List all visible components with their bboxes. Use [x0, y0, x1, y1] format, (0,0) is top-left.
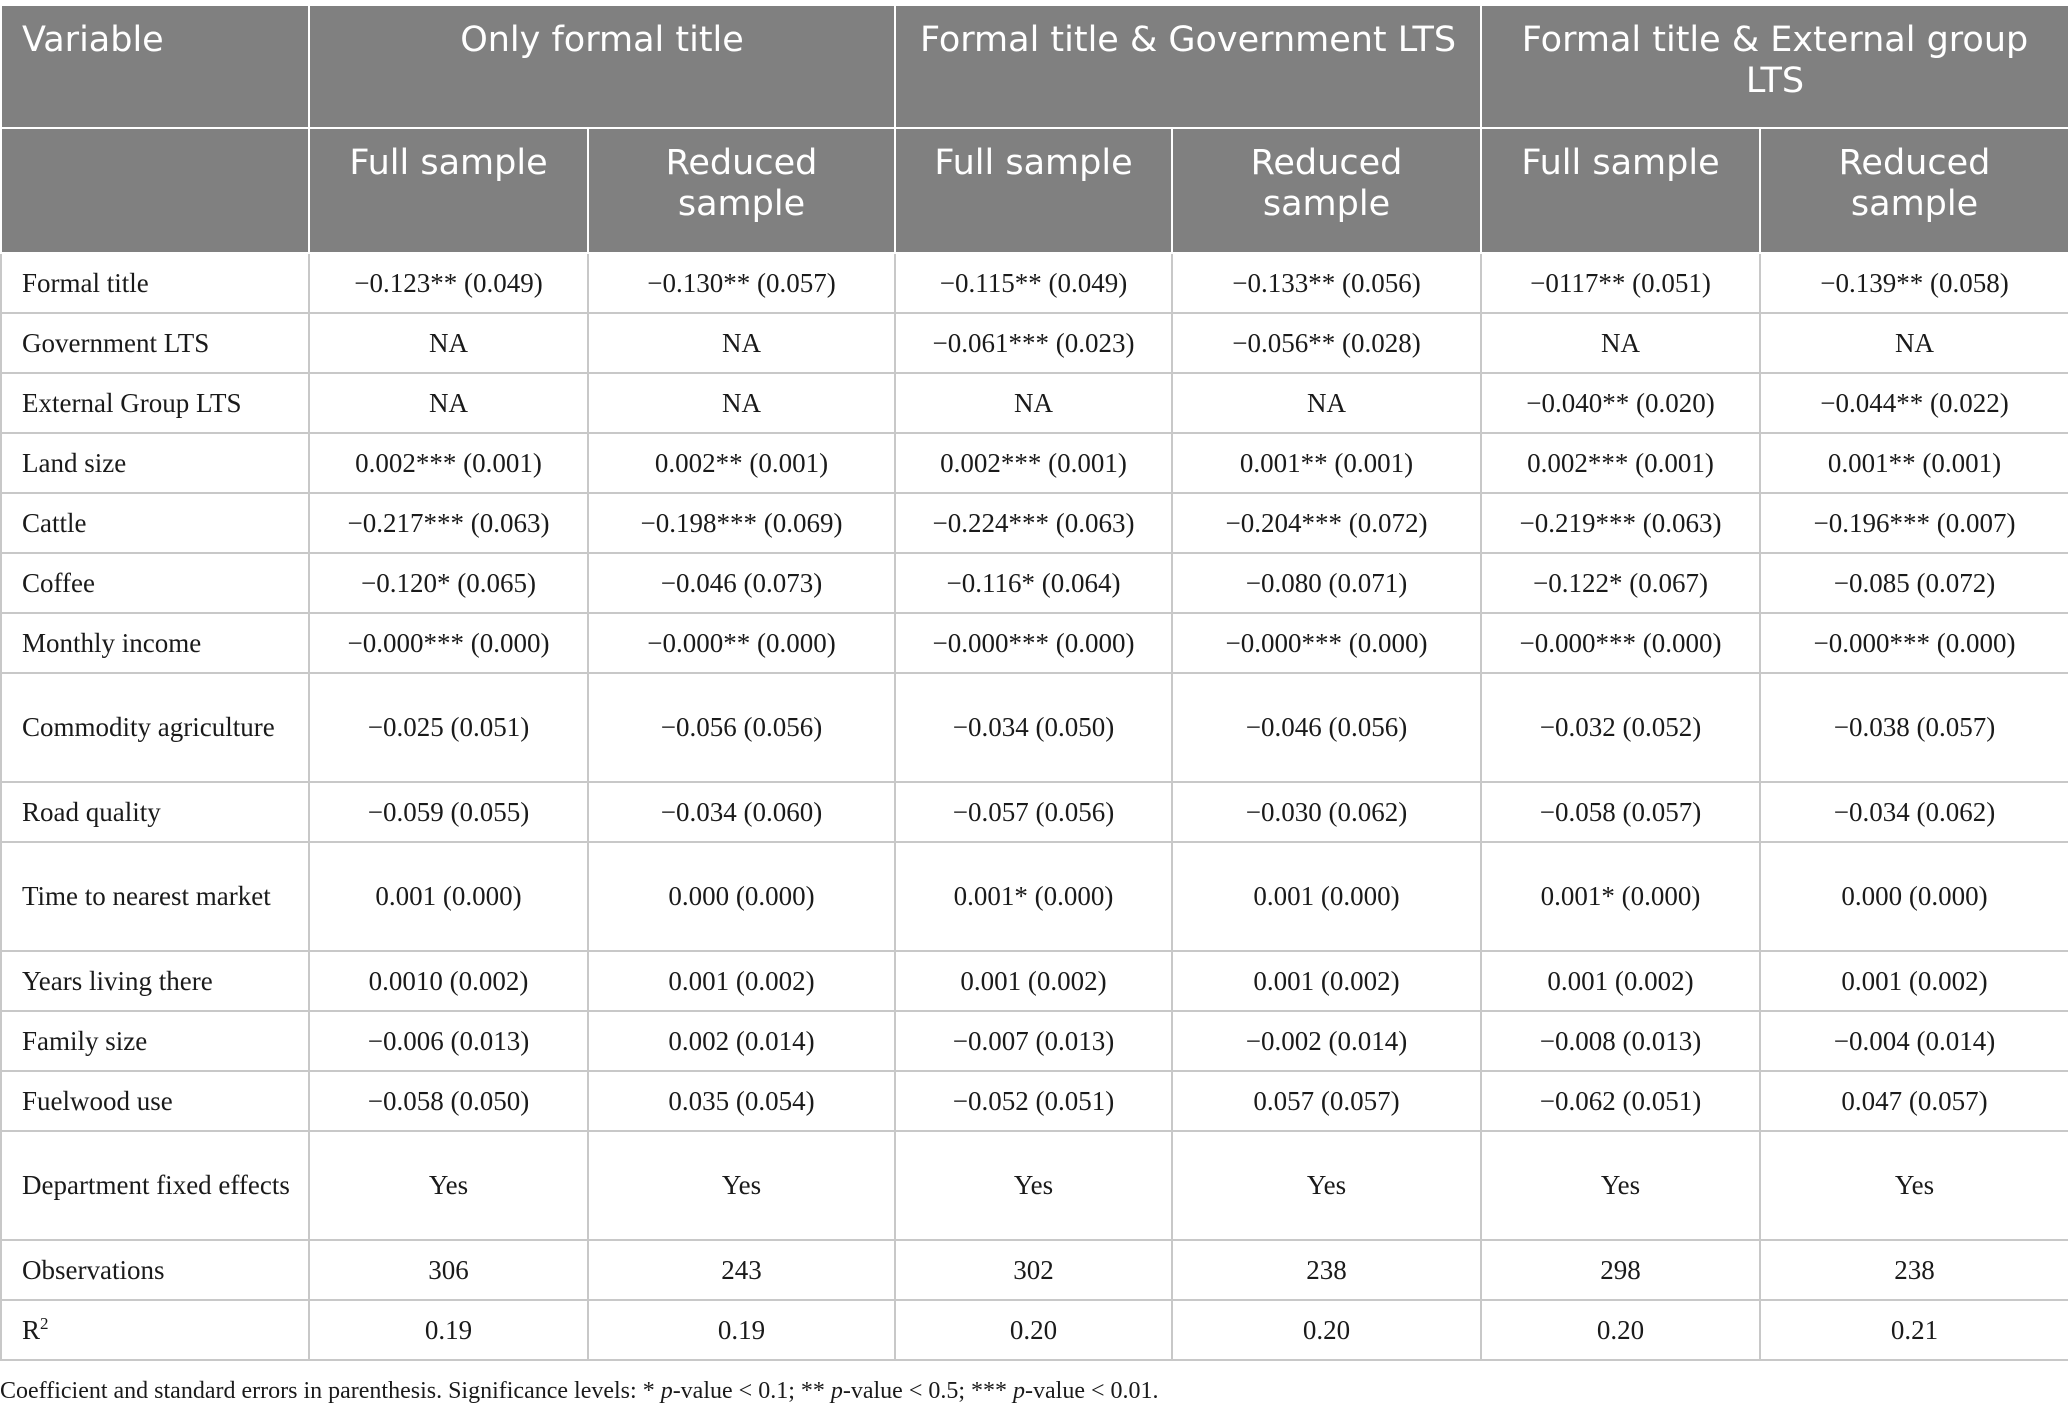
footnote-level-3: -value < 0.01. [1025, 1378, 1159, 1404]
table-cell: 0.001** (0.001) [1760, 433, 2068, 493]
table-cell: −0.115** (0.049) [895, 253, 1172, 313]
table-cell: 243 [588, 1240, 895, 1300]
row-label: Monthly income [1, 613, 309, 673]
row-label: Road quality [1, 782, 309, 842]
table-row [1, 1240, 2068, 1300]
table-cell: 298 [1481, 1240, 1760, 1300]
table-cell: −0.056** (0.028) [1172, 313, 1481, 373]
row-label: Observations [1, 1240, 309, 1300]
table-cell: −0.000** (0.000) [588, 613, 895, 673]
table-cell: NA [309, 313, 588, 373]
table-cell: −0.052 (0.051) [895, 1071, 1172, 1131]
table-cell: 0.057 (0.057) [1172, 1071, 1481, 1131]
footnote-p: p [660, 1378, 673, 1404]
header-sub-full-sample: Full sample [309, 128, 588, 253]
table-cell: −0.058 (0.050) [309, 1071, 588, 1131]
table-cell: 0.001 (0.002) [588, 951, 895, 1011]
table-cell: 0.001* (0.000) [895, 842, 1172, 951]
regression-table [0, 4, 2068, 1361]
table-cell: Yes [1760, 1131, 2068, 1240]
table-cell: 0.21 [1760, 1300, 2068, 1360]
r-squared-base: R [22, 1314, 41, 1345]
table-cell: −0.080 (0.071) [1172, 553, 1481, 613]
footnote-intro: Coefficient and standard errors in parenthesis. Significance levels: [0, 1378, 643, 1404]
table-cell: 0.001* (0.000) [1481, 842, 1760, 951]
table-cell: −0.000*** (0.000) [1172, 613, 1481, 673]
table-cell: Yes [309, 1131, 588, 1240]
table-cell: −0.061*** (0.023) [895, 313, 1172, 373]
table-cell: −0.198*** (0.069) [588, 493, 895, 553]
table-row [1, 1011, 2068, 1071]
table-row [1, 553, 2068, 613]
header-group-formal-title-government-lts: Formal title & Government LTS [895, 5, 1481, 128]
table-cell: 0.002** (0.001) [588, 433, 895, 493]
row-label: External Group LTS [1, 373, 309, 433]
footnote-level-1: -value < 0.1; [672, 1378, 801, 1404]
table-cell: 0.000 (0.000) [1760, 842, 2068, 951]
row-label: Land size [1, 433, 309, 493]
table-cell: −0.044** (0.022) [1760, 373, 2068, 433]
table-cell: Yes [1172, 1131, 1481, 1240]
table-cell: NA [1481, 313, 1760, 373]
table-cell: Yes [588, 1131, 895, 1240]
table-cell: −0.006 (0.013) [309, 1011, 588, 1071]
table-cell: −0.034 (0.062) [1760, 782, 2068, 842]
footnote-stars-1: * [642, 1378, 661, 1404]
footnote-level-2: -value < 0.5; [842, 1378, 972, 1404]
table-cell: −0.002 (0.014) [1172, 1011, 1481, 1071]
table-cell: −0.034 (0.060) [588, 782, 895, 842]
table-cell: −0.038 (0.057) [1760, 673, 2068, 782]
table-cell: 0.0010 (0.002) [309, 951, 588, 1011]
table-row [1, 613, 2068, 673]
table-cell: NA [895, 373, 1172, 433]
table-cell: 0.002*** (0.001) [1481, 433, 1760, 493]
table-row [1, 313, 2068, 373]
table-row [1, 1131, 2068, 1240]
header-sub-row [1, 128, 2068, 253]
table-row [1, 1300, 2068, 1360]
table-cell: −0.000*** (0.000) [895, 613, 1172, 673]
table-cell: NA [309, 373, 588, 433]
table-cell: 0.001 (0.000) [309, 842, 588, 951]
table-row [1, 1071, 2068, 1131]
header-group-only-formal-title: Only formal title [309, 5, 895, 128]
table-cell: 0.19 [588, 1300, 895, 1360]
table-cell: −0.000*** (0.000) [1760, 613, 2068, 673]
row-label: Government LTS [1, 313, 309, 373]
table-cell: −0.122* (0.067) [1481, 553, 1760, 613]
row-label: Time to nearest market [1, 842, 309, 951]
table-cell: Yes [1481, 1131, 1760, 1240]
table-row [1, 433, 2068, 493]
table-cell: −0.034 (0.050) [895, 673, 1172, 782]
table-cell: −0.120* (0.065) [309, 553, 588, 613]
header-sub-full-sample: Full sample [895, 128, 1172, 253]
table-cell: −0.217*** (0.063) [309, 493, 588, 553]
table-cell: −0.046 (0.056) [1172, 673, 1481, 782]
table-cell: 0.047 (0.057) [1760, 1071, 2068, 1131]
header-sub-full-sample: Full sample [1481, 128, 1760, 253]
table-cell: 302 [895, 1240, 1172, 1300]
table-cell: −0.204*** (0.072) [1172, 493, 1481, 553]
row-label: Department fixed effects [1, 1131, 309, 1240]
table-cell: −0117** (0.051) [1481, 253, 1760, 313]
table-row [1, 493, 2068, 553]
table-row [1, 253, 2068, 313]
table-row [1, 782, 2068, 842]
table-cell: −0.059 (0.055) [309, 782, 588, 842]
table-cell: −0.004 (0.014) [1760, 1011, 2068, 1071]
table-row [1, 951, 2068, 1011]
table-cell: 0.000 (0.000) [588, 842, 895, 951]
table-cell: −0.224*** (0.063) [895, 493, 1172, 553]
table-cell: NA [1760, 313, 2068, 373]
table-row [1, 673, 2068, 782]
header-sub-reduced-sample: Reduced sample [1760, 128, 2068, 253]
table-cell: −0.056 (0.056) [588, 673, 895, 782]
table-cell: −0.032 (0.052) [1481, 673, 1760, 782]
header-group-formal-title-external-group-lts: Formal title & External group LTS [1481, 5, 2068, 128]
header-sub-blank [1, 128, 309, 253]
header-sub-reduced-sample: Reduced sample [1172, 128, 1481, 253]
table-cell: NA [588, 313, 895, 373]
table-cell: −0.085 (0.072) [1760, 553, 2068, 613]
table-cell: 0.20 [895, 1300, 1172, 1360]
table-cell: −0.058 (0.057) [1481, 782, 1760, 842]
table-cell: −0.116* (0.064) [895, 553, 1172, 613]
footnote-stars-2: ** [800, 1378, 831, 1404]
row-label: Formal title [1, 253, 309, 313]
table-cell: 0.001** (0.001) [1172, 433, 1481, 493]
table-cell: 0.002*** (0.001) [895, 433, 1172, 493]
table-cell: 0.001 (0.002) [1760, 951, 2068, 1011]
footnote-p: p [830, 1378, 843, 1404]
table-cell: 0.035 (0.054) [588, 1071, 895, 1131]
header-group-row [1, 5, 2068, 128]
table-row [1, 842, 2068, 951]
table-cell: −0.057 (0.056) [895, 782, 1172, 842]
row-label: Fuelwood use [1, 1071, 309, 1131]
r-squared-superscript: 2 [40, 1313, 49, 1333]
row-label: Years living there [1, 951, 309, 1011]
table-cell: 0.001 (0.002) [1172, 951, 1481, 1011]
table-cell: −0.000*** (0.000) [309, 613, 588, 673]
table-cell: −0.062 (0.051) [1481, 1071, 1760, 1131]
table-cell: 306 [309, 1240, 588, 1300]
table-cell: 0.001 (0.000) [1172, 842, 1481, 951]
table-cell: 238 [1760, 1240, 2068, 1300]
table-cell: 0.002 (0.014) [588, 1011, 895, 1071]
table-cell: −0.196*** (0.007) [1760, 493, 2068, 553]
footnote-stars-3: *** [971, 1378, 1014, 1404]
footnote-p: p [1013, 1378, 1026, 1404]
table-cell: −0.123** (0.049) [309, 253, 588, 313]
table-cell: −0.139** (0.058) [1760, 253, 2068, 313]
table-cell: −0.030 (0.062) [1172, 782, 1481, 842]
table-cell: −0.040** (0.020) [1481, 373, 1760, 433]
table-cell: −0.007 (0.013) [895, 1011, 1172, 1071]
table-cell: Yes [895, 1131, 1172, 1240]
table-cell: −0.219*** (0.063) [1481, 493, 1760, 553]
table-cell: −0.133** (0.056) [1172, 253, 1481, 313]
table-cell: −0.046 (0.073) [588, 553, 895, 613]
row-label: Family size [1, 1011, 309, 1071]
table-cell: −0.000*** (0.000) [1481, 613, 1760, 673]
table-cell: 0.19 [309, 1300, 588, 1360]
table-cell: NA [1172, 373, 1481, 433]
table-cell: −0.130** (0.057) [588, 253, 895, 313]
header-variable: Variable [1, 5, 309, 128]
table-cell: 238 [1172, 1240, 1481, 1300]
row-label: Coffee [1, 553, 309, 613]
row-label [1, 1300, 309, 1360]
table-cell: 0.20 [1481, 1300, 1760, 1360]
table-cell: 0.001 (0.002) [895, 951, 1172, 1011]
table-footnote [0, 1378, 1159, 1405]
table-cell: −0.008 (0.013) [1481, 1011, 1760, 1071]
row-label: Commodity agriculture [1, 673, 309, 782]
header-sub-reduced-sample: Reduced sample [588, 128, 895, 253]
table-cell: 0.001 (0.002) [1481, 951, 1760, 1011]
table-cell: 0.20 [1172, 1300, 1481, 1360]
table-cell: −0.025 (0.051) [309, 673, 588, 782]
table-cell: 0.002*** (0.001) [309, 433, 588, 493]
table-cell: NA [588, 373, 895, 433]
table-row [1, 373, 2068, 433]
row-label: Cattle [1, 493, 309, 553]
